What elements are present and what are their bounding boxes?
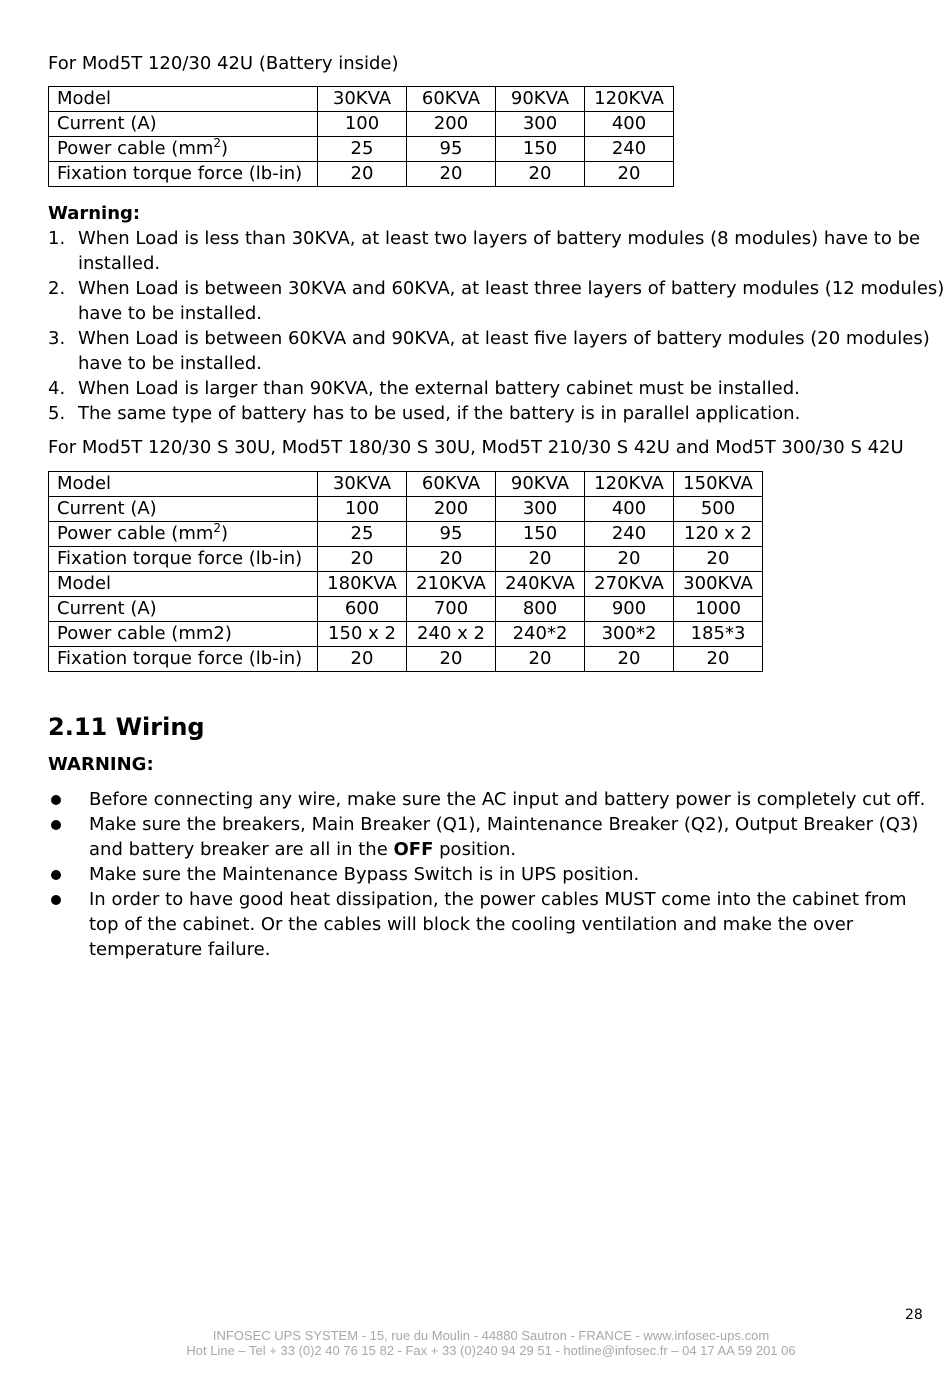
table-cell: 200 bbox=[407, 112, 496, 137]
table-cell: 210KVA bbox=[407, 572, 496, 597]
table-header-cell: 90KVA bbox=[496, 87, 585, 112]
table-cell: 400 bbox=[585, 112, 674, 137]
table-cell: 300 bbox=[496, 497, 585, 522]
table-cell: 240 bbox=[585, 522, 674, 547]
table-cell: 25 bbox=[318, 522, 407, 547]
warning-list bbox=[48, 226, 948, 426]
row-label-text: Fixation torque force (lb-in) bbox=[57, 163, 303, 184]
table-cell: 150 x 2 bbox=[318, 622, 407, 647]
table-cell: 20 bbox=[318, 162, 407, 187]
table-row bbox=[49, 622, 763, 647]
table-row bbox=[49, 162, 674, 187]
wiring-warning-title: WARNING: bbox=[48, 754, 154, 775]
bullet-text: Before connecting any wire, make sure the AC input and battery power is completely cut off. bbox=[89, 789, 926, 810]
table-cell: 180KVA bbox=[318, 572, 407, 597]
bullet-item bbox=[48, 787, 938, 812]
table-cell: 20 bbox=[318, 547, 407, 572]
warning-item bbox=[48, 276, 948, 326]
table-row bbox=[49, 572, 763, 597]
row-label-text: Power cable (mm bbox=[57, 138, 214, 159]
table-cell: 240 x 2 bbox=[407, 622, 496, 647]
table-cell: 20 bbox=[585, 162, 674, 187]
table-row bbox=[49, 497, 763, 522]
table-row bbox=[49, 547, 763, 572]
warning-item bbox=[48, 226, 948, 276]
table-cell: 120KVA bbox=[585, 472, 674, 497]
row-label bbox=[49, 112, 318, 137]
row-label-text: Power cable (mm2) bbox=[57, 623, 232, 644]
row-label bbox=[49, 597, 318, 622]
table-row bbox=[49, 112, 674, 137]
table-cell: 300KVA bbox=[674, 572, 763, 597]
warning-item-text: When Load is larger than 90KVA, the external battery cabinet must be installed. bbox=[78, 378, 800, 399]
table-header-cell: Model bbox=[49, 87, 318, 112]
table-cell: 240*2 bbox=[496, 622, 585, 647]
bullet-item bbox=[48, 862, 938, 887]
table-header-cell: 120KVA bbox=[585, 87, 674, 112]
table-cell: 240 bbox=[585, 137, 674, 162]
table-cell: 600 bbox=[318, 597, 407, 622]
row-label bbox=[49, 622, 318, 647]
warning-item-number: 4. bbox=[48, 378, 66, 399]
table-cell: 20 bbox=[674, 647, 763, 672]
table-cell: 20 bbox=[407, 547, 496, 572]
table2-heading: For Mod5T 120/30 S 30U, Mod5T 180/30 S 30U, Mod5T 210/30 S 42U and Mod5T 300/30 S 42U bbox=[48, 437, 904, 458]
row-label bbox=[49, 522, 318, 547]
table-row bbox=[49, 597, 763, 622]
table-cell: 20 bbox=[407, 162, 496, 187]
footer-address: INFOSEC UPS SYSTEM - 15, rue du Moulin - 44880 Sautron - FRANCE - www.infosec-ups.com bbox=[212, 1328, 770, 1343]
warning-item bbox=[48, 401, 948, 426]
table-cell: 100 bbox=[318, 112, 407, 137]
row-label bbox=[49, 472, 318, 497]
warning-item-number: 3. bbox=[48, 328, 66, 349]
table-cell: 270KVA bbox=[585, 572, 674, 597]
table-cell: 20 bbox=[496, 547, 585, 572]
table-row bbox=[49, 137, 674, 162]
table-cell: 30KVA bbox=[318, 472, 407, 497]
row-label-text: Model bbox=[57, 473, 112, 494]
table-cell: 20 bbox=[496, 647, 585, 672]
table-header-cell: 60KVA bbox=[407, 87, 496, 112]
table-cell: 400 bbox=[585, 497, 674, 522]
row-label bbox=[49, 547, 318, 572]
table1-heading: For Mod5T 120/30 42U (Battery inside) bbox=[48, 53, 399, 74]
external-battery-spec-table bbox=[48, 471, 763, 672]
table-cell: 20 bbox=[674, 547, 763, 572]
table-row bbox=[49, 522, 763, 547]
bullet-dot-icon bbox=[51, 895, 61, 905]
row-label-text: Fixation torque force (lb-in) bbox=[57, 648, 303, 669]
table-cell: 100 bbox=[318, 497, 407, 522]
table-cell: 20 bbox=[496, 162, 585, 187]
table-row bbox=[49, 472, 763, 497]
bullet-bold-text: OFF bbox=[393, 839, 434, 860]
table-cell: 900 bbox=[585, 597, 674, 622]
row-label bbox=[49, 162, 318, 187]
bullet-text: In order to have good heat dissipation, the power cables MUST come into the cabinet from top of the cabinet. Or the cables will block the cooling ventilation and make the over temperature failure. bbox=[89, 889, 907, 960]
bullet-item bbox=[48, 887, 938, 962]
bullet-text: Make sure the breakers, Main Breaker (Q1), Maintenance Breaker (Q2), Output Breaker (Q3) and battery breaker are all in the bbox=[89, 814, 919, 860]
row-label-suffix: ) bbox=[221, 523, 229, 544]
warning-item-text: When Load is less than 30KVA, at least two layers of battery modules (8 modules) have to be installed. bbox=[78, 228, 921, 274]
row-label-text: Current (A) bbox=[57, 498, 157, 519]
table-cell: 240KVA bbox=[496, 572, 585, 597]
table-cell: 150KVA bbox=[674, 472, 763, 497]
row-label-text: Current (A) bbox=[57, 113, 157, 134]
table-cell: 95 bbox=[407, 522, 496, 547]
footer-hotline: Hot Line – Tel + 33 (0)2 40 76 15 82 - Fax + 33 (0)240 94 29 51 - hotline@infosec.fr – 04 17 AA 59 201 06 bbox=[186, 1343, 796, 1358]
row-label bbox=[49, 647, 318, 672]
table-cell: 20 bbox=[585, 547, 674, 572]
section-title: 2.11 Wiring bbox=[48, 713, 205, 741]
table-header-row bbox=[49, 87, 674, 112]
warning-item-text: When Load is between 60KVA and 90KVA, at least five layers of battery modules (20 modules) have to be installed. bbox=[78, 328, 930, 374]
bullet-dot-icon bbox=[51, 820, 61, 830]
warning-item-number: 2. bbox=[48, 278, 66, 299]
row-label bbox=[49, 497, 318, 522]
row-label-text: Power cable (mm bbox=[57, 523, 214, 544]
bullet-text-after: position. bbox=[433, 839, 517, 860]
wiring-warning-list bbox=[48, 787, 938, 962]
warning-item-text: The same type of battery has to be used, if the battery is in parallel application. bbox=[78, 403, 801, 424]
warning-item-number: 1. bbox=[48, 228, 66, 249]
table-cell: 150 bbox=[496, 522, 585, 547]
warning-item bbox=[48, 376, 948, 401]
table-cell: 95 bbox=[407, 137, 496, 162]
warning-item-text: When Load is between 30KVA and 60KVA, at least three layers of battery modules (12 modules) have to be installed. bbox=[78, 278, 945, 324]
row-label bbox=[49, 572, 318, 597]
row-label-text: Fixation torque force (lb-in) bbox=[57, 548, 303, 569]
table-cell: 20 bbox=[318, 647, 407, 672]
table-cell: 300 bbox=[496, 112, 585, 137]
row-label-text: Current (A) bbox=[57, 598, 157, 619]
table-cell: 20 bbox=[585, 647, 674, 672]
warning-item-number: 5. bbox=[48, 403, 66, 424]
bullet-dot-icon bbox=[51, 795, 61, 805]
row-label-suffix: ) bbox=[221, 138, 229, 159]
table-row bbox=[49, 647, 763, 672]
row-label-text: Model bbox=[57, 573, 112, 594]
warning-title: Warning: bbox=[48, 203, 141, 224]
battery-inside-spec-table bbox=[48, 86, 674, 187]
table-cell: 500 bbox=[674, 497, 763, 522]
table-cell: 150 bbox=[496, 137, 585, 162]
table-cell: 300*2 bbox=[585, 622, 674, 647]
table-cell: 700 bbox=[407, 597, 496, 622]
table-cell: 20 bbox=[407, 647, 496, 672]
table-cell: 90KVA bbox=[496, 472, 585, 497]
table-header-cell: 30KVA bbox=[318, 87, 407, 112]
row-label bbox=[49, 137, 318, 162]
table-cell: 1000 bbox=[674, 597, 763, 622]
row-label-superscript: 2 bbox=[213, 521, 222, 535]
bullet-text: Make sure the Maintenance Bypass Switch is in UPS position. bbox=[89, 864, 640, 885]
bullet-dot-icon bbox=[51, 870, 61, 880]
table-cell: 25 bbox=[318, 137, 407, 162]
table-cell: 120 x 2 bbox=[674, 522, 763, 547]
table-cell: 200 bbox=[407, 497, 496, 522]
page-number: 28 bbox=[905, 1307, 923, 1323]
row-label-superscript: 2 bbox=[213, 136, 222, 150]
table-cell: 185*3 bbox=[674, 622, 763, 647]
warning-item bbox=[48, 326, 948, 376]
table-cell: 60KVA bbox=[407, 472, 496, 497]
bullet-item bbox=[48, 812, 938, 862]
table-cell: 800 bbox=[496, 597, 585, 622]
